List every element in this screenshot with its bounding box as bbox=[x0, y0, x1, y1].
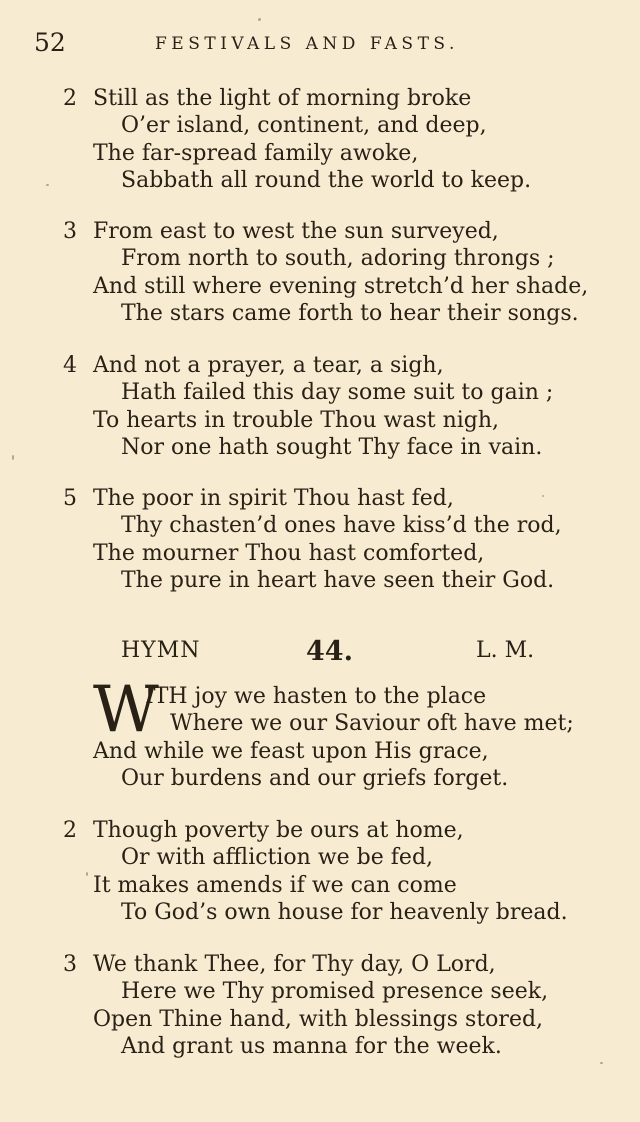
verse-line: The far-spread family awoke, bbox=[93, 141, 419, 166]
verse-line: The stars came forth to hear their songs. bbox=[121, 301, 579, 326]
verse-line: Open Thine hand, with blessings stored, bbox=[93, 1007, 544, 1032]
verse-line: O’er island, continent, and deep, bbox=[121, 113, 487, 138]
verse-line: The mourner Thou hast comforted, bbox=[93, 541, 485, 566]
stanza-number: 2 bbox=[63, 818, 77, 843]
verse-line: And grant us manna for the week. bbox=[121, 1034, 502, 1059]
paper-speck bbox=[542, 495, 544, 497]
hymn-heading bbox=[0, 636, 640, 668]
running-title: FESTIVALS AND FASTS. bbox=[155, 34, 459, 54]
stanza-number: 3 bbox=[63, 952, 77, 977]
verse-line: Still as the light of morning broke bbox=[93, 86, 472, 111]
stanza-number: 4 bbox=[63, 353, 77, 378]
verse-line: ITH joy we hasten to the place bbox=[145, 684, 487, 709]
stanza-number: 3 bbox=[63, 219, 77, 244]
stanza-number: 5 bbox=[63, 486, 77, 511]
verse-line: And still where evening stretch’d her shade, bbox=[93, 274, 589, 299]
page-header bbox=[0, 28, 640, 58]
verse-line: Here we Thy promised presence seek, bbox=[121, 979, 549, 1004]
verse-line: Where we our Saviour oft have met; bbox=[170, 711, 574, 736]
verse-line: We thank Thee, for Thy day, O Lord, bbox=[93, 952, 496, 977]
hymn-meter: L. M. bbox=[476, 638, 535, 663]
verse-line: Though poverty be ours at home, bbox=[93, 818, 464, 843]
verse-line: And not a prayer, a tear, a sigh, bbox=[93, 353, 444, 378]
page-number: 52 bbox=[34, 28, 66, 57]
verse-line: To hearts in trouble Thou wast nigh, bbox=[93, 408, 500, 433]
verse-line: From north to south, adoring throngs ; bbox=[121, 246, 555, 271]
verse-line: Our burdens and our griefs forget. bbox=[121, 766, 509, 791]
verse-line: The pure in heart have seen their God. bbox=[121, 568, 555, 593]
paper-speck bbox=[258, 18, 261, 21]
verse-line: It makes amends if we can come bbox=[93, 873, 457, 898]
verse-line: Hath failed this day some suit to gain ; bbox=[121, 380, 554, 405]
verse-line: Sabbath all round the world to keep. bbox=[121, 168, 532, 193]
hymn-number: 44. bbox=[306, 636, 353, 667]
paper-speck bbox=[46, 184, 49, 186]
verse-line: From east to west the sun surveyed, bbox=[93, 219, 499, 244]
verse-line: The poor in spirit Thou hast fed, bbox=[93, 486, 454, 511]
verse-line: And while we feast upon His grace, bbox=[93, 739, 489, 764]
verse-line: Or with affliction we be fed, bbox=[121, 845, 434, 870]
verse-line: To God’s own house for heavenly bread. bbox=[121, 900, 568, 925]
verse-line: Thy chasten’d ones have kiss’d the rod, bbox=[121, 513, 562, 538]
verse-line: Nor one hath sought Thy face in vain. bbox=[121, 435, 543, 460]
drop-cap: W bbox=[93, 673, 159, 747]
stanza-number: 2 bbox=[63, 86, 77, 111]
paper-speck bbox=[86, 872, 88, 876]
hymn-label: HYMN bbox=[121, 638, 201, 663]
paper-speck bbox=[12, 455, 14, 460]
paper-speck bbox=[600, 1062, 603, 1064]
